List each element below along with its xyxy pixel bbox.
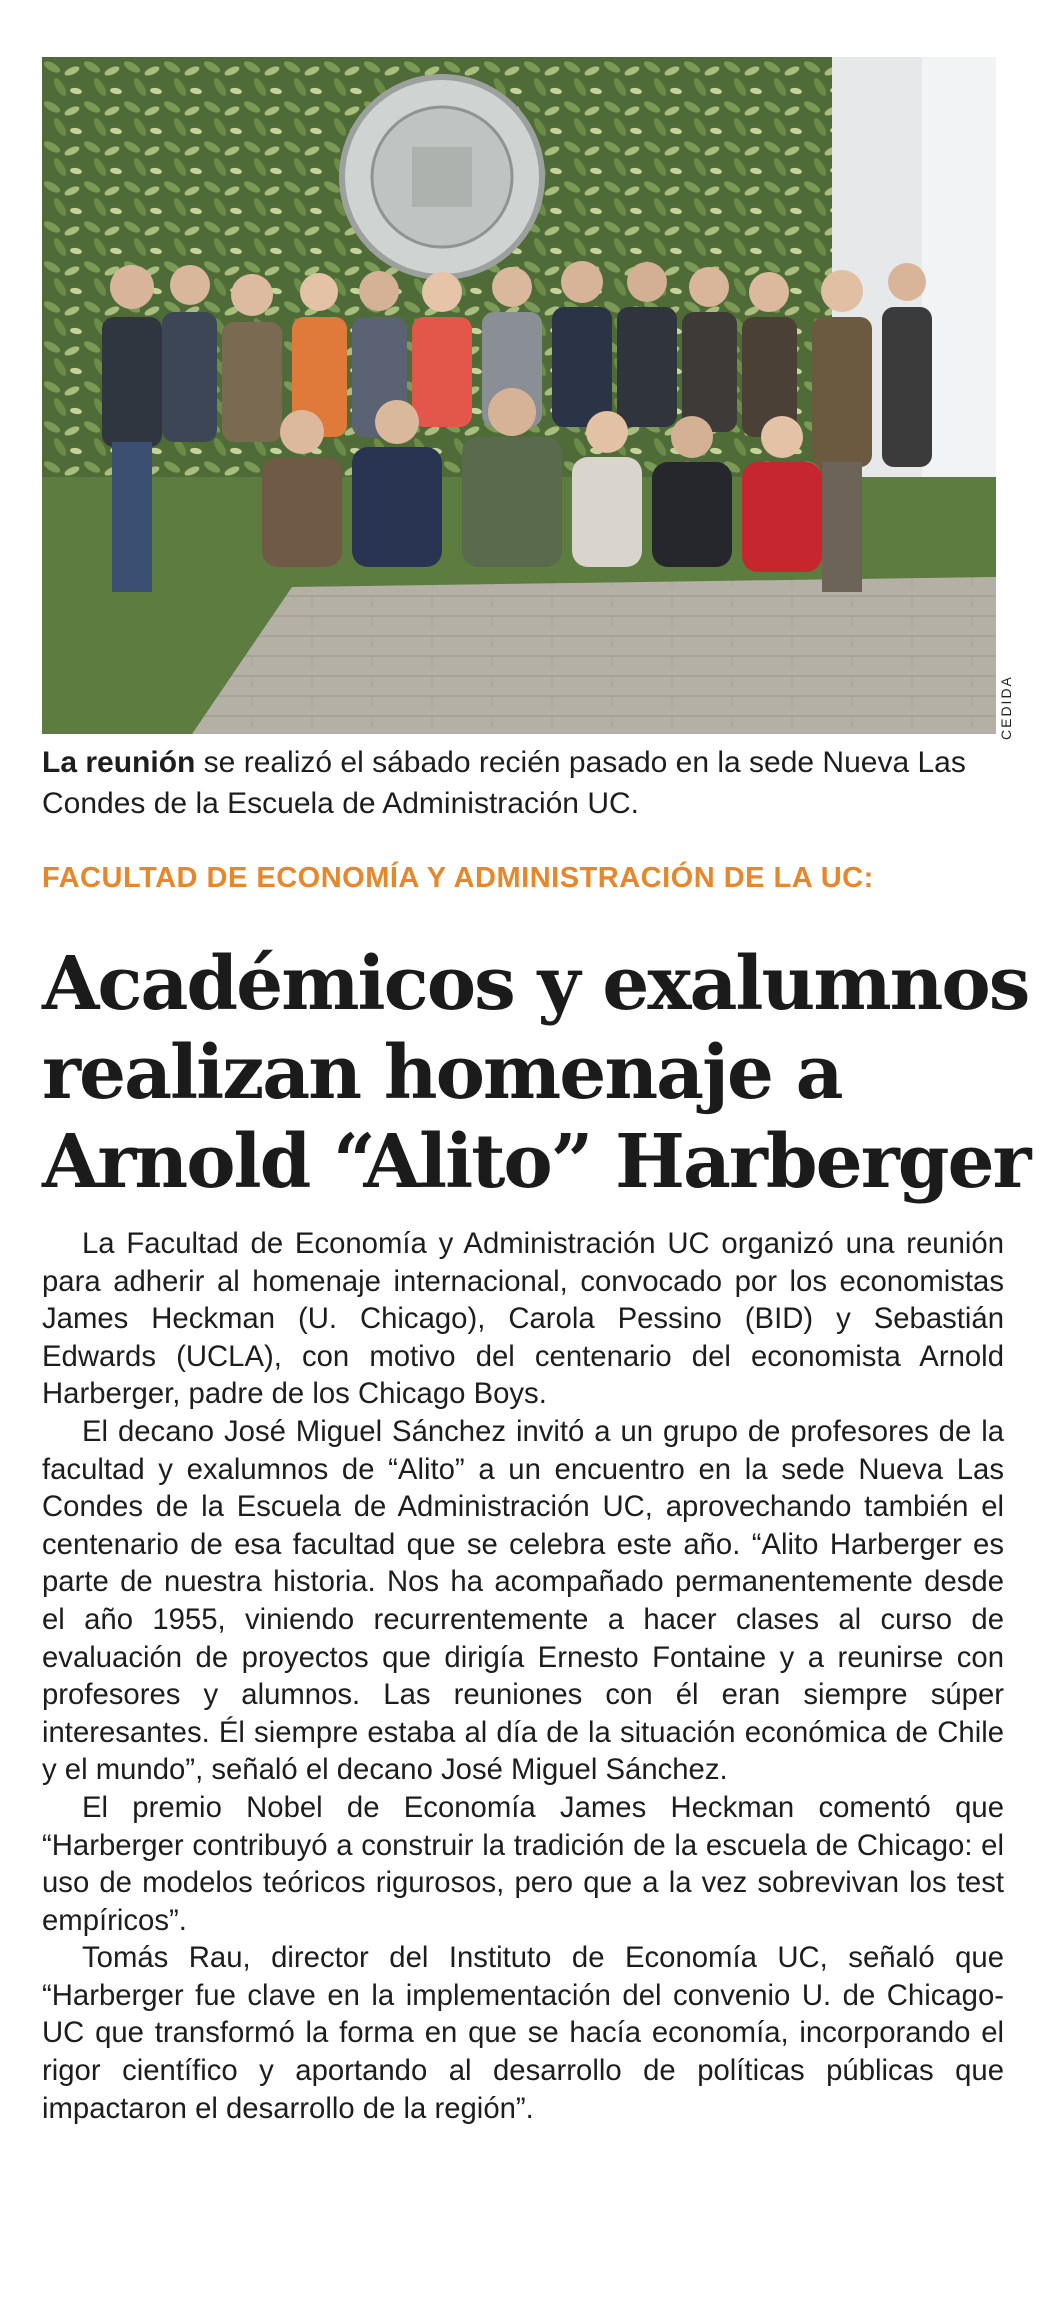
headline-line-3: Arnold “Alito” Harberger bbox=[42, 1119, 1030, 1205]
headline bbox=[42, 940, 1030, 1207]
article-body bbox=[42, 1225, 1004, 2127]
section-kicker: FACULTAD DE ECONOMÍA Y ADMINISTRACIÓN DE LA UC: bbox=[42, 862, 874, 894]
caption-text: se realizó el sábado recién pasado en la sede Nueva Las Condes de la Escuela de Administración UC. bbox=[42, 746, 966, 820]
headline-line-2: realizan homenaje a bbox=[42, 1030, 842, 1116]
group-photo-illustration bbox=[42, 57, 996, 734]
body-paragraph-4: Tomás Rau, director del Instituto de Economía UC, señaló que “Harberger fue clave en la implementación del convenio U. de Chicago- UC que transformó la forma en que se hacía economía, incorporando el rigor científico y aportando al desarrollo de políticas públicas que impactaron el desarrollo de la región”. bbox=[42, 1941, 1004, 2125]
photo-caption bbox=[42, 742, 1002, 824]
photo-credit: CEDIDA bbox=[998, 675, 1014, 740]
body-paragraph-3: El premio Nobel de Economía James Heckman comentó que “Harberger contribuyó a construir la tradición de la escuela de Chicago: el uso de modelos teóricos rigurosos, pero que a la vez sobrevivan los test empíricos”. bbox=[42, 1790, 1004, 1937]
body-paragraph-2: El decano José Miguel Sánchez invitó a un grupo de profesores de la facultad y exalumnos de “Alito” a un encuentro en la sede Nueva Las Condes de la Escuela de Administración UC, aprovechando también el centenario de esa facultad que se celebra este año. “Alito Harberger es parte de nuestra historia. Nos ha acompañado permanentemente desde el año 1955, viniendo recurrentemente a hacer clases al curso de evaluación de proyectos que dirigía Ernesto Fontaine y a reunirse con profesores y alumnos. Las reuniones con él eran siempre súper interesantes. Él siempre estaba al día de la situación económica de Chile y el mundo”, señaló el decano José Miguel Sánchez. bbox=[42, 1414, 1004, 1787]
group-photo bbox=[42, 57, 996, 734]
headline-line-1: Académicos y exalumnos bbox=[42, 941, 1029, 1027]
body-paragraph-1: La Facultad de Economía y Administración UC organizó una reunión para adherir al homenaje internacional, convocado por los economistas James Heckman (U. Chicago), Carola Pessino (BID) y Sebastián Edwards (UCLA), con motivo del centenario del economista Arnold Harberger, padre de los Chicago Boys. bbox=[42, 1227, 1004, 1411]
caption-lead: La reunión bbox=[42, 746, 196, 779]
